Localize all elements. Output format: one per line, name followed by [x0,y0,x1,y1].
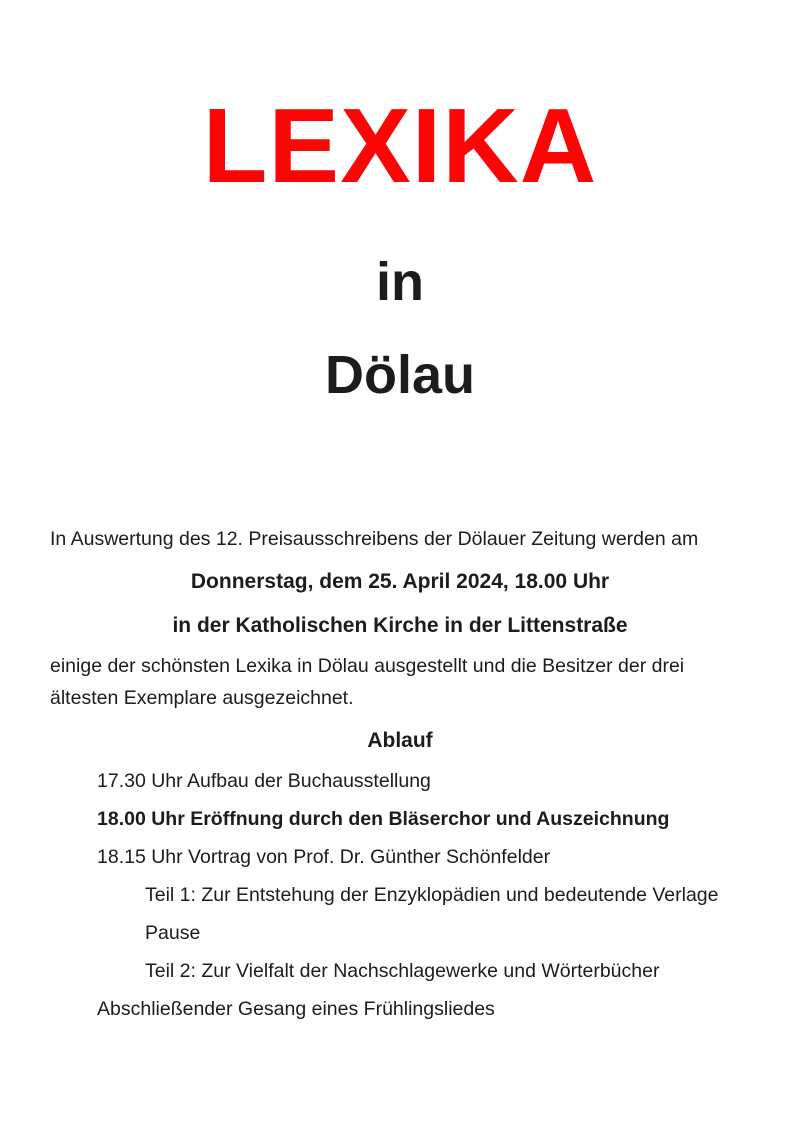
schedule-item: Abschließender Gesang eines Frühlingsliedes [97,998,495,1020]
schedule-item: Pause [145,922,201,944]
description-line: ältesten Exemplare ausgezeichnet. [50,687,354,709]
schedule-heading: Ablauf [367,729,433,752]
event-date-line: Donnerstag, dem 25. April 2024, 18.00 Uhr [190,570,610,593]
event-description [50,650,752,714]
intro-text: In Auswertung des 12. Preisausschreibens der Dölauer Zeitung werden am [50,528,699,550]
description-line: einige der schönsten Lexika in Dölau ausgestellt und die Besitzer der drei [50,655,685,677]
poster-subtitle-place: Dölau [324,345,475,405]
poster-title: LEXIKA [202,87,598,205]
schedule-item: Teil 2: Zur Vielfalt der Nachschlagewerke und Wörterbücher [145,960,660,982]
schedule-list [0,767,800,1023]
schedule-item: 18.15 Uhr Vortrag von Prof. Dr. Günther Schönfelder [97,846,551,868]
schedule-item: Teil 1: Zur Entstehung der Enzyklopädien und bedeutende Verlage [145,884,719,906]
event-location-line: in der Katholischen Kirche in der Littenstraße [172,614,628,637]
poster-subtitle-in: in [376,252,424,312]
schedule-item: 17.30 Uhr Aufbau der Buchausstellung [97,770,431,792]
schedule-item: 18.00 Uhr Eröffnung durch den Bläserchor und Auszeichnung [97,808,670,830]
